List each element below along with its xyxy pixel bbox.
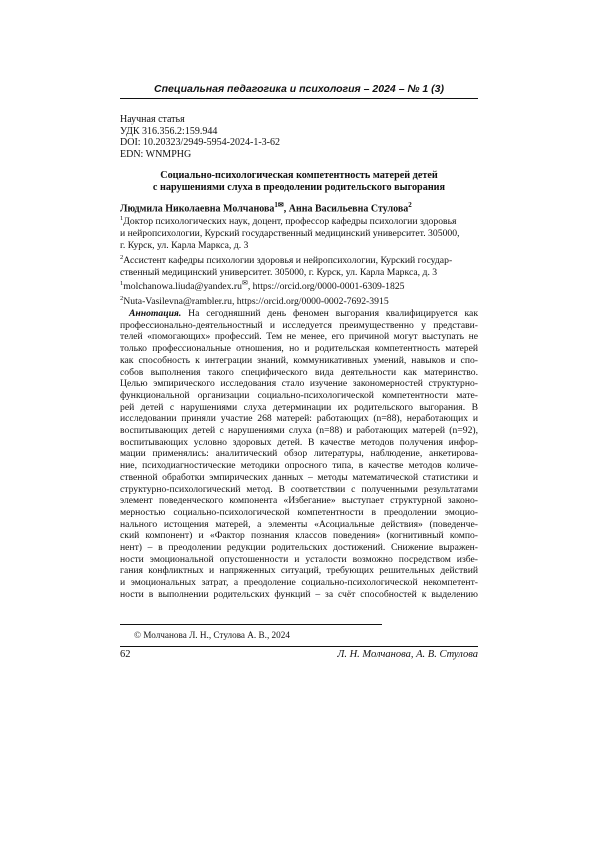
abstract-line: мации применялись: аналитический обзор литературы, наблюдение, анкетирова- <box>120 448 478 460</box>
abstract-line: элемент поведенческого компонента «Избегание» выступает структурной законо- <box>120 495 478 507</box>
author-2-name: Анна Васильевна Стулова <box>288 203 409 215</box>
affiliation-1-line-3: г. Курск, ул. Карла Маркса, д. 3 <box>120 239 249 251</box>
abstract-line: и эмоциональных затрат, а преодоление социально-психологической некомпетент- <box>120 577 478 589</box>
contact-2 <box>120 293 478 308</box>
affiliation-2-line-2: ственный медицинский университет. 305000, г. Курск, ул. Карла Маркса, д. 3 <box>120 266 438 278</box>
abstract-first-line-rest: На сегодняшний день феномен выгорания квалифицируется как <box>181 308 478 319</box>
affiliation-1-sup: 1 <box>120 215 124 222</box>
affiliations <box>120 213 478 309</box>
title-line-1: Социально-психологическая компетентность матерей детей <box>160 170 438 181</box>
footer-rule <box>120 646 478 647</box>
header-rule <box>120 98 478 99</box>
abstract-line: ности в выполнении родительских функций – за счёт способностей к выделению <box>120 588 478 600</box>
abstract-line: структурно-психологический метод. В соответствии с полученными результатами <box>120 483 478 495</box>
abstract-line: мерностью социально-психологической компетентности в преодолении эмоцио- <box>120 506 478 518</box>
page-number: 62 <box>120 649 131 660</box>
doi: DOI: 10.20323/2949-5954-2024-1-3-62 <box>120 137 280 149</box>
abstract-line: как способность к интеграции знаний, коммуникативных умений, навыков и спо- <box>120 354 478 366</box>
abstract-line: гания конфликтных и напряженных ситуаций, требующих решительных действий <box>120 565 478 577</box>
abstract-line-0 <box>120 308 478 320</box>
abstract-line: ности эмоциональной опустошенности и усталости возможно посредством избе- <box>120 553 478 565</box>
abstract-line: только профессиональные отношения, но и родительская компетентность матерей <box>120 343 478 355</box>
abstract-line: ственной обработки эмпирических данных – методы математической статистики и <box>120 471 478 483</box>
abstract-line: ние, психодиагностические методики опросного типа, в качестве методов количе- <box>120 460 478 472</box>
abstract-line: ский компонент) и «Фактор познания классов поведения» (когнитивный компо- <box>120 530 478 542</box>
abstract-line: нент) – в преодолении редукции родительских достижений. Снижение выражен- <box>120 542 478 554</box>
abstract-label: Аннотация. <box>129 308 182 319</box>
edn: EDN: WNMPHG <box>120 148 192 160</box>
footnote-rule <box>120 624 382 625</box>
author-1-name: Людмила Николаевна Молчанова <box>120 203 275 215</box>
article-type: Научная статья <box>120 114 185 125</box>
author-1-sup: 1✉ <box>274 201 284 209</box>
affiliation-1-line-1 <box>120 213 478 228</box>
contact-1 <box>120 278 478 293</box>
abstract-line: нального истощения матерей, а элементы «Асоциальные действия» (поведенче- <box>120 518 478 530</box>
contact-1-sup: 1 <box>120 280 124 288</box>
abstract-line: рей детей с нарушениями слуха детерминации их родительского выгорания. В <box>120 401 478 413</box>
affiliation-2-line-1 <box>120 252 478 267</box>
running-authors: Л. Н. Молчанова, А. В. Стулова <box>337 649 478 660</box>
contact-2-sup: 2 <box>120 295 124 303</box>
contact-1-orcid[interactable]: , https://orcid.org/0000-0001-6309-1825 <box>247 281 405 293</box>
abstract-line: собов выполнения такого специфического вида деятельности как материнство. <box>120 366 478 378</box>
title-line-2: с нарушениями слуха в преодолении родительского выгорания <box>152 182 446 194</box>
affiliation-2-text-1: Ассистент кафедры психологии здоровья и нейропсихологии, Курский государ- <box>123 254 453 266</box>
abstract-line: функциональной организации социально-психологической компетентности мате- <box>120 389 478 401</box>
affiliation-2-sup: 2 <box>120 253 124 261</box>
article-meta <box>120 114 478 160</box>
abstract <box>120 308 478 601</box>
abstract-line: исследовании приняли участие 268 матерей: работающих (n=88), неработающих и <box>120 413 478 425</box>
abstract-line: Целью эмпирического исследования стало изучение закономерностей структурно- <box>120 378 478 390</box>
copyright: © Молчанова Л. Н., Стулова А. В., 2024 <box>134 630 290 640</box>
author-2-sup: 2 <box>408 201 412 209</box>
affiliation-1-line-2: и нейропсихологии, Курский государственный медицинский университет. 305000, <box>120 228 460 240</box>
udc: УДК 316.356.2:159.944 <box>120 125 218 137</box>
contact-2-text[interactable]: Nuta-Vasilevna@rambler.ru, https://orcid.org/0000-0002-7692-3915 <box>123 296 389 308</box>
abstract-line: профессионально-деятельностный и исследуется преимущественно у представи- <box>120 319 478 331</box>
journal-header: Специальная педагогика и психология – 2024 – № 1 (3) <box>154 83 444 95</box>
author-separator: , <box>283 203 289 215</box>
contact-1-email[interactable]: molchanowa.liuda@yandex.ru <box>123 281 242 293</box>
article-title <box>120 170 478 194</box>
abstract-line: телей «помогающих» профессий. Тем не менее, его причиной могут выступать не <box>120 331 478 343</box>
abstract-line: воспитывающих детей с нарушениями слуха (n=88) и работающих матерей (n=92), <box>120 425 478 437</box>
abstract-line: воспитывающих условно здоровых детей. В качестве методов получения инфор- <box>120 436 478 448</box>
affiliation-1-text-1: Доктор психологических наук, доцент, профессор кафедры психологии здоровья <box>123 216 457 228</box>
mail-icon: ✉ <box>241 279 248 288</box>
